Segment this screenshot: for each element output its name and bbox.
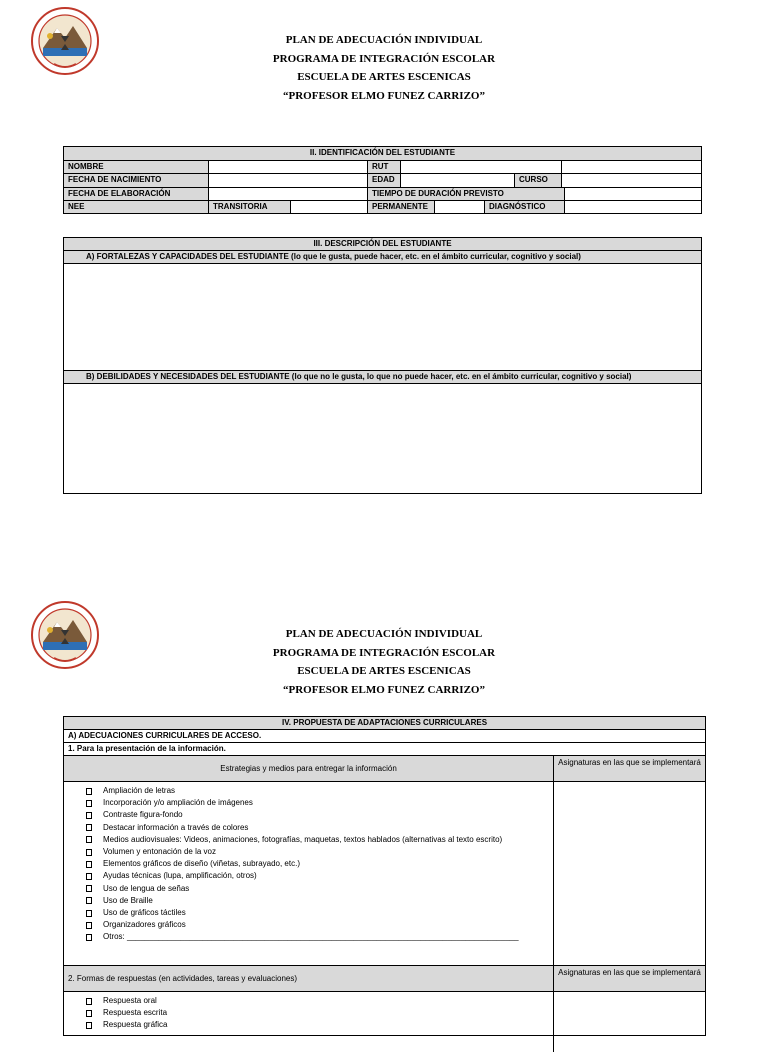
section-3-title: III. DESCRIPCIÓN DEL ESTUDIANTE — [64, 238, 701, 251]
checklist-item — [86, 883, 553, 895]
checkbox[interactable] — [86, 885, 92, 892]
checklist-item — [86, 895, 553, 907]
checklist-item-label: Volumen y entonación de la voz — [103, 847, 216, 857]
nombre-label: NOMBRE — [64, 161, 208, 173]
checklist-item — [86, 846, 553, 858]
header-line-1: PLAN DE ADECUACIÓN INDIVIDUAL — [285, 628, 483, 640]
checklist-item — [86, 870, 553, 882]
checkbox[interactable] — [86, 922, 92, 929]
transitoria-label: TRANSITORIA — [208, 201, 290, 213]
checkbox[interactable] — [86, 1010, 92, 1017]
checklist-item — [86, 822, 553, 834]
header-line-2: PROGRAMA DE INTEGRACIÓN ESCOLAR — [272, 52, 496, 65]
checklist-item — [86, 785, 553, 797]
checklist-item — [86, 931, 553, 943]
checklist-item-label: Destacar información a través de colores — [103, 822, 249, 832]
checkbox[interactable] — [86, 849, 92, 856]
checklist-item — [86, 858, 553, 870]
checklist-item-label: Organizadores gráficos — [103, 920, 186, 930]
weaknesses-heading: B) DEBILIDADES Y NECESIDADES DEL ESTUDIANTE (lo que no le gusta, lo que no puede hacer, etc. en el ámbito curricular, cognitivo y social) — [64, 371, 701, 384]
checkbox[interactable] — [86, 812, 92, 819]
checklist-item-label: Respuesta gráfica — [103, 1020, 168, 1030]
header-line-2: PROGRAMA DE INTEGRACIÓN ESCOLAR — [272, 646, 496, 659]
page-header — [0, 31, 768, 105]
checklist-item — [86, 809, 553, 821]
checklist-item-label: Uso de lengua de señas — [103, 883, 190, 893]
checkbox[interactable] — [86, 873, 92, 880]
section-4-title: IV. PROPUESTA DE ADAPTACIONES CURRICULARES — [64, 717, 705, 730]
checklist-item — [86, 834, 553, 846]
subjects-field[interactable] — [554, 782, 705, 965]
response-forms-checklist — [64, 992, 553, 1032]
checkbox[interactable] — [86, 861, 92, 868]
student-identification-table — [63, 146, 702, 214]
checklist-item — [86, 1007, 553, 1019]
checklist-item-label: Elementos gráficos de diseño (viñetas, subrayado, etc.) — [103, 859, 300, 869]
checklist-item — [86, 797, 553, 809]
checkbox[interactable] — [86, 788, 92, 795]
checklist-item-label: Otros: ________________________________________________________________________________________ — [103, 932, 519, 942]
checklist-item-label: Uso de Braille — [103, 895, 153, 905]
permanente-label: PERMANENTE — [367, 201, 434, 213]
checkbox[interactable] — [86, 998, 92, 1005]
header-line-4: “PROFESOR ELMO FUNEZ CARRIZO” — [283, 683, 485, 696]
strengths-field[interactable] — [64, 264, 701, 371]
fecha-elaboracion-label: FECHA DE ELABORACIÓN — [64, 188, 208, 200]
strategies-checklist — [64, 782, 553, 944]
checklist-item — [86, 919, 553, 931]
diagnostico-field[interactable] — [564, 201, 701, 213]
strategies-header: Estrategias y medios para entregar la información — [64, 756, 554, 781]
header-line-3: ESCUELA DE ARTES ESCENICAS — [297, 665, 471, 677]
response-forms-header: 2. Formas de respuestas (en actividades, tareas y evaluaciones) — [64, 966, 554, 991]
checklist-item-label: Respuesta escrita — [103, 1008, 168, 1018]
checklist-item-label: Ayudas técnicas (lupa, amplificación, otros) — [103, 871, 257, 881]
checkbox[interactable] — [86, 836, 92, 843]
nee-label: NEE — [64, 201, 208, 213]
rut-field-extra[interactable] — [561, 161, 701, 173]
subjects-header: Asignaturas en las que se implementará — [554, 756, 705, 781]
permanente-field[interactable] — [434, 201, 484, 213]
curso-field[interactable] — [561, 174, 701, 186]
checkbox[interactable] — [86, 800, 92, 807]
checkbox[interactable] — [86, 910, 92, 917]
transitoria-field[interactable] — [290, 201, 367, 213]
information-presentation-heading: 1. Para la presentación de la información. — [64, 743, 705, 756]
fecha-nacimiento-field[interactable] — [208, 174, 367, 186]
strengths-heading: A) FORTALEZAS Y CAPACIDADES DEL ESTUDIANTE (lo que le gusta, puede hacer, etc. en el ámbito curricular, cognitivo y social) — [64, 251, 701, 264]
header-line-3: ESCUELA DE ARTES ESCENICAS — [297, 71, 471, 83]
subjects-header-2: Asignaturas en las que se implementará — [554, 966, 705, 991]
checkbox[interactable] — [86, 824, 92, 831]
edad-label: EDAD — [367, 174, 400, 186]
checklist-item — [86, 995, 553, 1007]
weaknesses-field[interactable] — [64, 384, 701, 491]
checklist-item-label: Ampliación de letras — [103, 786, 176, 795]
edad-field[interactable] — [400, 174, 514, 186]
section-2-title: II. IDENTIFICACIÓN DEL ESTUDIANTE — [309, 148, 456, 157]
tiempo-duracion-label: TIEMPO DE DURACIÓN PREVISTO — [367, 188, 564, 200]
diagnostico-label: DIAGNÓSTICO — [484, 201, 564, 213]
fecha-elaboracion-field[interactable] — [208, 188, 367, 200]
curso-label: CURSO — [514, 174, 561, 186]
access-adaptations-heading: A) ADECUACIONES CURRICULARES DE ACCESO. — [64, 730, 705, 743]
checklist-item — [86, 907, 553, 919]
checklist-item-label: Respuesta oral — [103, 996, 157, 1005]
rut-label: RUT — [367, 161, 400, 173]
checklist-item-label: Medios audiovisuales: Videos, animaciones, fotografías, maquetas, textos hablados (alternativas al texto escrito) — [103, 834, 503, 844]
fecha-nacimiento-label: FECHA DE NACIMIENTO — [64, 174, 208, 186]
checklist-item — [86, 1019, 553, 1031]
checkbox[interactable] — [86, 1022, 92, 1029]
subjects-field-2[interactable] — [554, 992, 705, 1052]
tiempo-duracion-field[interactable] — [564, 188, 701, 200]
checkbox[interactable] — [86, 897, 92, 904]
rut-field[interactable] — [400, 161, 561, 173]
checkbox[interactable] — [86, 934, 92, 941]
checklist-item-label: Incorporación y/o ampliación de imágenes — [103, 798, 253, 808]
checklist-item-label: Contraste figura-fondo — [103, 810, 183, 820]
nombre-field[interactable] — [208, 161, 367, 173]
curricular-adaptations-table — [63, 716, 706, 1036]
header-line-1: PLAN DE ADECUACIÓN INDIVIDUAL — [285, 34, 483, 46]
header-line-4: “PROFESOR ELMO FUNEZ CARRIZO” — [283, 89, 485, 102]
checklist-item-label: Uso de gráficos táctiles — [103, 908, 186, 918]
student-description-table — [63, 237, 702, 494]
page-header — [0, 625, 768, 699]
